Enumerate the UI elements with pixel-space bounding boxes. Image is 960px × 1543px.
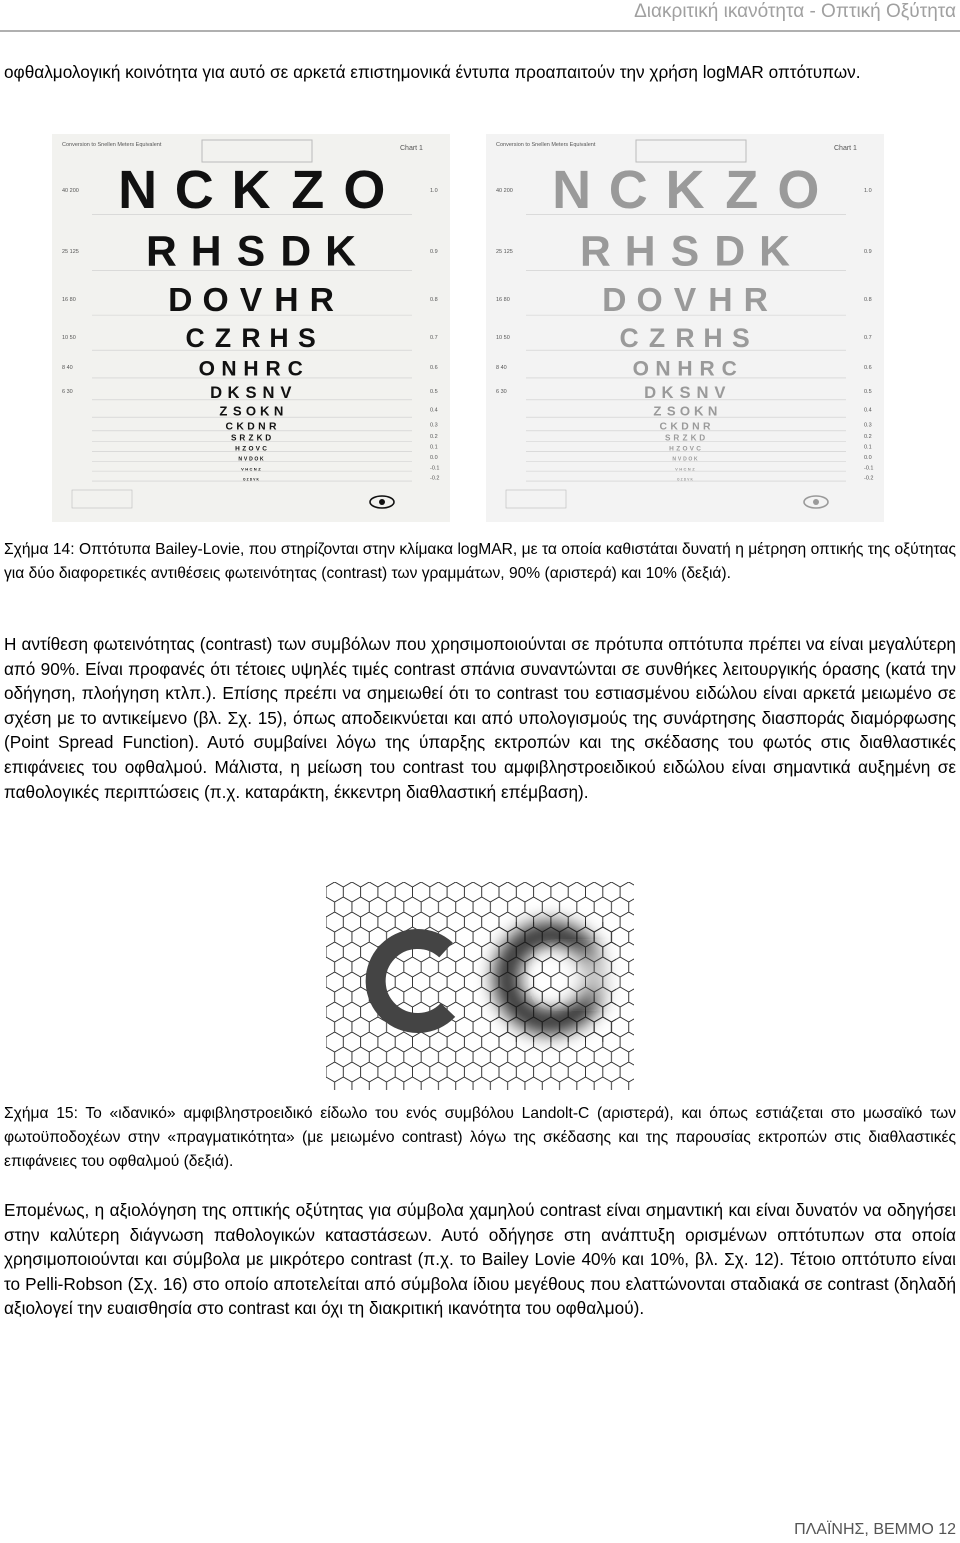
chart-high-letter: C [225,421,233,433]
chart-low-letter: K [670,421,678,433]
chart-low-logmar-value: 0.8 [864,296,872,303]
chart-low-letter: R [699,357,715,381]
chart-high-letter: N [118,160,158,220]
chart-high-letter: H [245,466,249,472]
chart-high-letter: C [185,323,205,354]
chart-high-letter: Z [242,445,247,453]
chart-high-letter: K [256,477,259,482]
chart-high-letter: C [249,466,253,472]
chart-low-chart-title: Chart 1 [834,145,857,152]
chart-high-letter: V [243,456,248,463]
chart-high-letter: V [253,477,256,482]
chart-high-logmar-value: 0.9 [430,248,438,255]
chart-low-letter: K [759,227,790,276]
chart-high-letter: K [256,433,263,443]
running-header: Διακριτική ικανότητα - Οπτική Οξύτητα [634,1,956,22]
chart-high-letter: R [146,227,177,276]
chart-high-letter: V [241,466,244,472]
chart-high-logmar-value: 0.7 [430,335,438,342]
chart-low-letter: O [688,456,693,463]
chart-low-letter: D [681,421,689,433]
chart-high-letter: N [273,403,284,419]
chart-high-letter: C [287,357,303,381]
chart-low-snellen-value: 10 50 [496,335,510,342]
chart-low-footer-block [506,490,566,508]
chart-high-letter: Z [258,466,261,472]
chart-low-letter: N [696,382,709,402]
chart-low-logmar-value: 1.0 [864,187,872,194]
chart-high-letter: N [258,421,266,433]
chart-low-contrast-svg [486,134,884,522]
chart-high-letter: O [202,281,229,320]
chart-low-letter: K [661,382,674,402]
chart-high-snellen-value: 6 30 [62,388,73,395]
chart-low-letter: H [708,281,733,320]
chart-high-letter: V [239,281,263,320]
chart-high-letter: S [231,433,237,443]
chart-high-logmar-value: 0.5 [430,388,438,395]
chart-low-eye-pupil-icon [813,499,819,505]
chart-low-letter: K [690,433,697,443]
chart-high-snellen-value: 25 125 [62,248,79,255]
chart-low-letter: D [714,227,746,276]
chart-high-letter: C [262,445,267,453]
chart-low-snellen-value: 25 125 [496,248,513,255]
chart-high-letter: K [227,382,240,402]
chart-low-letter: N [707,403,718,419]
chart-low-logmar-value: 0.5 [864,388,872,395]
chart-low-letter: V [687,477,690,482]
chart-high-header-block [202,140,312,162]
chart-low-letter: V [673,281,697,320]
figure-15-caption: Σχήμα 15: Το «ιδανικό» αμφιβληστροειδικό είδωλο του ενός συμβόλου Landolt-C (αριστερά), και όπως εστιάζεται στο μωσαϊκό των φωτοϋποδοχέων στην «πραγματικότητα» (με μειωμένο contrast) λόγω της σκέδασης και της παρουσίας εκτροπών στις διαθλαστικές επιφάνειες του οφθαλμού (δεξιά). [4,1105,956,1171]
chart-low-letter: H [703,323,723,354]
chart-high-letter: N [253,466,257,472]
chart-high-letter: K [259,456,264,463]
chart-high-logmar-value: -0.1 [430,465,440,472]
chart-low-logmar-value: -0.1 [864,465,874,472]
chart-high-letter: D [249,477,253,482]
figure-14-caption: Σχήμα 14: Οπτότυπα Bailey-Lovie, που στηρίζονται στην κλίμακα logMAR, με τα οποία καθιστάται δυνατή η μέτρηση οπτικής της οξύτητας για δύο διαφορετικές αντιθέσεις φωτεινότητας (contrast) των γραμμάτων, 90% (αριστερά) και 10% (δεξιά). [4,541,956,583]
chart-high-logmar-value: 0.6 [430,365,438,372]
chart-low-letter: D [683,456,687,463]
chart-low-letter: V [675,466,678,472]
body-paragraph-2: Επομένως, η αξιολόγηση της οπτικής οξύτητας για σύμβολα χαμηλού contrast είναι σημαντική και είναι δυνατόν να οδηγήσει στην καλύτερη διάγνωση παθολογικών καταστάσεων. Αυτό οδήγησε στη ανάπτυξη ορισμένων οπτότυπων στα οποία χρησιμοποιούνται και σύμβολα με μικρότερο contrast (π.χ. το Bailey Lovie 40% και 10%, βλ. Σχ. 12). Τέτοιο οπτότυπο είναι το Pelli-Robson (Σχ. 16) στο οποίο αποτελείται από σύμβολα ίδιου μεγέθους που ελαττώνονται σταδιακά σε contrast (δηλαδή αξιολογεί την ευαισθησία στο contrast και όχι τη διακριτική ικανότητα του οφθαλμού). [4,1200,956,1319]
bailey-lovie-chart-10 [486,134,884,522]
chart-high-contrast-svg [52,134,450,522]
chart-low-letter: D [602,281,627,320]
chart-high-letter: S [236,227,266,276]
chart-high-logmar-value: -0.2 [430,475,440,482]
chart-low-letter: N [552,160,592,220]
chart-high-letter: K [236,421,244,433]
chart-high-letter: O [254,456,259,463]
chart-high-logmar-value: 0.0 [430,455,438,462]
chart-low-letter: C [608,160,648,220]
chart-high-letter: H [269,323,289,354]
chart-low-letter: Z [692,466,695,472]
chart-low-letter: R [675,323,695,354]
chart-low-letter: Z [648,323,666,354]
chart-high-letter: K [260,403,270,419]
chart-high-logmar-value: 0.4 [430,407,438,414]
chart-high-letter: Z [214,323,232,354]
chart-high-letter: S [298,323,316,354]
header-rule [0,30,960,32]
chart-high-letter: H [190,227,222,276]
page-footer: ΠΛΑΪΝΗΣ, ΒΕΜΜΟ 12 [794,1521,956,1538]
chart-low-letter: Z [653,403,662,419]
chart-low-conversion-label: Conversion to Snellen Meters Equivalent [496,142,596,148]
chart-low-letter: H [679,466,683,472]
chart-low-letter: C [696,445,701,453]
chart-high-letter: N [238,456,243,463]
chart-low-letter: S [670,227,700,276]
chart-low-logmar-value: 0.6 [864,365,872,372]
chart-low-logmar-value: 0.4 [864,407,872,414]
chart-low-letter: O [777,160,820,220]
chart-high-letter: O [245,403,257,419]
chart-high-letter: N [221,357,237,381]
chart-low-letter: K [690,477,693,482]
chart-high-logmar-value: 0.2 [430,434,438,441]
chart-low-letter: N [692,421,700,433]
chart-high-logmar-value: 0.8 [430,296,438,303]
chart-low-letter: S [665,433,671,443]
chart-low-letter: N [655,357,671,381]
chart-low-snellen-value: 6 30 [496,388,507,395]
chart-low-letter: Z [682,433,688,443]
chart-low-letter: C [659,421,667,433]
chart-high-letter: R [309,281,334,320]
landolt-c-mosaic-figure [326,882,634,1090]
chart-high-eye-pupil-icon [379,499,385,505]
chart-low-letter: C [619,323,639,354]
chart-high-snellen-value: 40 200 [62,187,79,194]
chart-low-snellen-value: 40 200 [496,187,513,194]
chart-high-letter: D [168,281,193,320]
body-paragraph-1: Η αντίθεση φωτεινότητας (contrast) των συμβόλων που χρησιμοποιούνται σε πρότυπα οπτότυπα πρέπει να είναι μεγαλύτερη από 90%. Είναι προφανές ότι τέτοιες υψηλές τιμές contrast σπάνια συναντώνται σε συνθήκες λειτουργικής όρασης (κατά την οδήγηση, πλοήγηση κτλπ.). Επίσης πρεέπι να σημειωθεί ότι το contrast του εστιασμένου ειδώλου είναι αρκετά μειωμένο σε σχέση με το αντικείμενο (βλ. Σχ. 15), όπως αποδεικνύεται και από υπολογισμούς της συνάρτησης διασποράς διαμόρφωσης (Point Spread Function). Αυτό συμβαίνει λόγω της ύπαρξης εκτροπών και της σκέδασης του φωτός στις διαθλαστικές επιφάνειες του οφθαλμού. Μάλιστα, η μείωση του contrast του αμφιβληστροειδικού ειδώλου είναι σημαντικά αυξημένη σε παθολογικές περιπτώσεις (π.χ. καταράκτη, έκκεντρη διαθλαστική επέμβαση). [4,634,956,802]
chart-high-conversion-label: Conversion to Snellen Meters Equivalent [62,142,162,148]
chart-low-letter: R [673,433,680,443]
chart-high-letter: S [232,403,242,419]
chart-low-letter: V [714,382,726,402]
bailey-lovie-chart-90 [52,134,450,522]
chart-high-letter: V [280,382,292,402]
chart-low-letter: D [683,477,687,482]
chart-low-letter: O [679,403,691,419]
chart-high-letter: N [262,382,275,402]
chart-low-logmar-value: 0.9 [864,248,872,255]
chart-high-letter: R [265,357,281,381]
chart-high-chart-title: Chart 1 [400,145,423,152]
chart-high-letter: D [280,227,312,276]
chart-high-logmar-value: 1.0 [430,187,438,194]
landolt-c-mosaic-svg [326,882,634,1090]
chart-low-logmar-value: -0.2 [864,475,874,482]
chart-low-letter: S [666,403,676,419]
chart-low-logmar-value: 0.3 [864,422,872,429]
chart-high-letter: V [255,445,260,453]
chart-high-logmar-value: 0.3 [430,422,438,429]
chart-low-letter: H [624,227,656,276]
chart-low-logmar-value: 0.2 [864,434,872,441]
chart-low-letter: C [721,357,737,381]
chart-high-letter: K [325,227,356,276]
chart-low-snellen-value: 16 80 [496,296,510,303]
chart-high-letter: R [239,433,246,443]
chart-low-logmar-value: 0.1 [864,444,872,451]
chart-low-header-block [636,140,746,162]
chart-high-letter: R [241,323,261,354]
chart-high-letter: H [274,281,299,320]
chart-low-letter: S [679,382,691,402]
chart-low-letter: N [672,456,677,463]
chart-low-logmar-value: 0.7 [864,335,872,342]
chart-high-letter: R [269,421,277,433]
chart-high-letter: D [247,421,255,433]
chart-high-letter: H [235,445,240,453]
chart-high-snellen-value: 8 40 [62,365,73,372]
chart-low-letter: Z [676,445,681,453]
chart-high-letter: Z [246,477,249,482]
chart-low-letter: N [687,466,691,472]
chart-high-letter: D [265,433,272,443]
chart-low-letter: R [703,421,711,433]
chart-low-snellen-value: 8 40 [496,365,507,372]
chart-low-letter: O [636,281,663,320]
chart-low-letter: Z [725,160,759,220]
chart-high-letter: O [198,357,216,381]
chart-high-letter: C [174,160,214,220]
chart-low-letter: R [580,227,611,276]
chart-high-snellen-value: 16 80 [62,296,76,303]
chart-high-letter: D [210,382,223,402]
chart-low-letter: S [732,323,750,354]
chart-low-letter: O [632,357,650,381]
intro-paragraph: οφθαλμολογική κοινότητα για αυτό σε αρκετά επιστημονικά έντυπα προαπαιτούν την χρήση logMAR οπτότυπων. [4,62,861,82]
chart-low-letter: K [694,403,704,419]
chart-high-letter: O [243,477,246,482]
chart-low-letter: D [644,382,657,402]
chart-high-letter: D [249,456,253,463]
chart-high-letter: O [248,445,254,453]
chart-low-letter: K [693,456,698,463]
chart-high-letter: S [245,382,257,402]
chart-high-letter: Z [291,160,325,220]
chart-high-letter: K [231,160,271,220]
chart-low-letter: O [682,445,688,453]
chart-high-footer-block [72,490,132,508]
chart-high-logmar-value: 0.1 [430,444,438,451]
chart-low-letter: O [677,477,680,482]
chart-low-logmar-value: 0.0 [864,455,872,462]
chart-low-letter: D [699,433,706,443]
chart-high-letter: O [343,160,386,220]
chart-high-snellen-value: 10 50 [62,335,76,342]
chart-low-letter: Z [680,477,683,482]
chart-low-letter: V [677,456,682,463]
chart-low-letter: H [669,445,674,453]
chart-high-letter: Z [248,433,254,443]
chart-low-letter: V [689,445,694,453]
chart-high-letter: H [243,357,259,381]
chart-low-letter: C [683,466,687,472]
chart-low-letter: H [677,357,693,381]
chart-low-letter: K [665,160,705,220]
chart-high-letter: Z [219,403,228,419]
chart-low-letter: R [743,281,768,320]
